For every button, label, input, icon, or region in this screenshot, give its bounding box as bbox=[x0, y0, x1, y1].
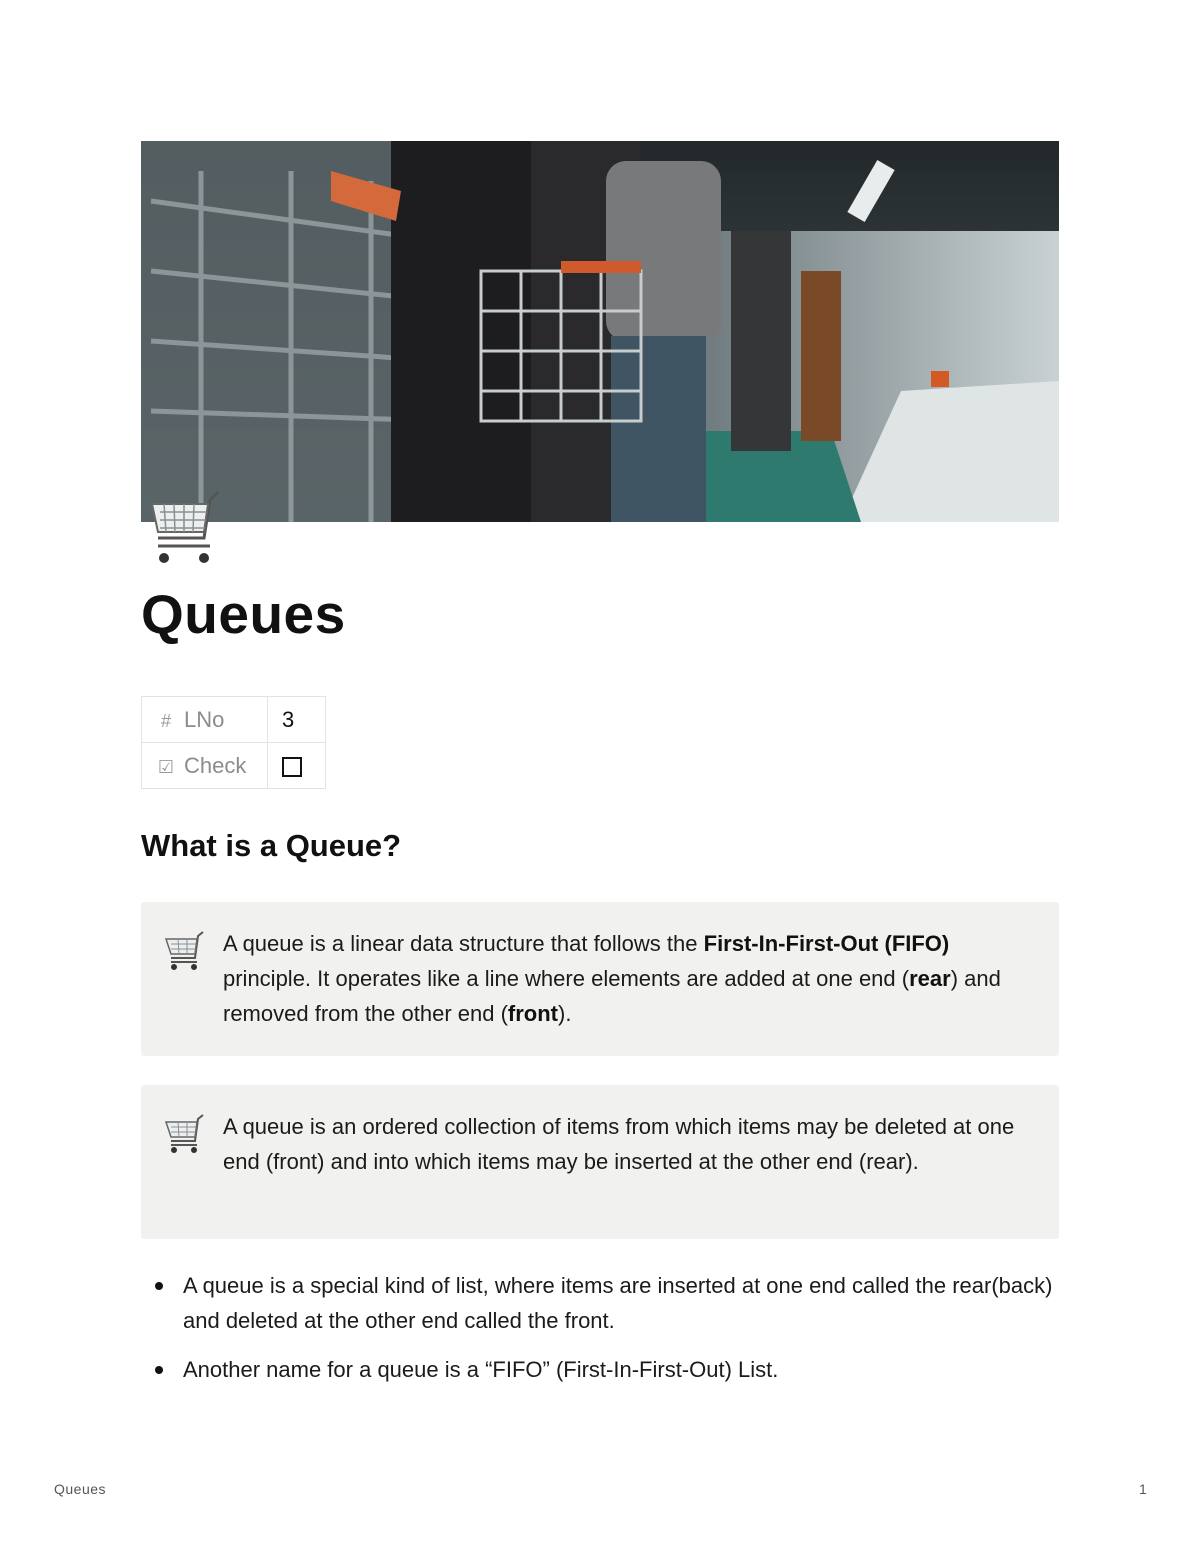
callout-text-bold: rear bbox=[909, 966, 951, 991]
list-item: A queue is a special kind of list, where items are inserted at one end called the rear(back) and deleted at the other end called the front. bbox=[141, 1268, 1059, 1338]
section-heading: What is a Queue? bbox=[141, 828, 402, 863]
callout-text-segment: A queue is a linear data structure that follows the bbox=[223, 931, 704, 956]
shopping-cart-icon bbox=[144, 488, 230, 568]
callout-text-segment: principle. It operates like a line where elements are added at one end ( bbox=[223, 966, 910, 991]
property-row-lno bbox=[142, 697, 326, 743]
property-name-label: Check bbox=[184, 752, 247, 778]
property-name-cell[interactable] bbox=[142, 697, 268, 743]
property-row-check bbox=[142, 743, 326, 789]
property-name-label: LNo bbox=[184, 706, 225, 732]
callout-text-segment: ). bbox=[558, 1001, 572, 1026]
callout-text-bold: front bbox=[507, 1001, 559, 1026]
checkbox-property-icon: ☑ bbox=[157, 756, 175, 777]
callout-text bbox=[223, 926, 1019, 1031]
callout-text-segment: ) and removed from the other end ( bbox=[223, 966, 1001, 1026]
callout-block bbox=[141, 1085, 1059, 1239]
list-item: Another name for a queue is a “FIFO” (First-In-First-Out) List. bbox=[141, 1352, 1059, 1387]
bulleted-list bbox=[141, 1268, 1059, 1401]
page-title: Queues bbox=[141, 583, 346, 645]
cover-image bbox=[141, 141, 1059, 522]
callout-text: A queue is an ordered collection of items from which items may be deleted at one end (front) and into which items may be inserted at the other end (rear). bbox=[223, 1114, 1015, 1174]
property-name-cell[interactable] bbox=[142, 743, 268, 789]
check-checkbox[interactable] bbox=[282, 757, 302, 777]
footer-page-number: 1 bbox=[1139, 1481, 1147, 1497]
property-value-check bbox=[268, 743, 326, 789]
callout-block bbox=[141, 902, 1059, 1056]
number-icon: # bbox=[160, 710, 171, 731]
footer-doc-name: Queues bbox=[54, 1481, 107, 1497]
shopping-cart-icon bbox=[163, 1113, 207, 1155]
shopping-cart-icon bbox=[163, 930, 207, 972]
callout-text-bold: First-In-First-Out (FIFO) bbox=[703, 931, 950, 956]
property-value-lno[interactable]: 3 bbox=[268, 697, 326, 743]
properties-table bbox=[141, 696, 326, 789]
